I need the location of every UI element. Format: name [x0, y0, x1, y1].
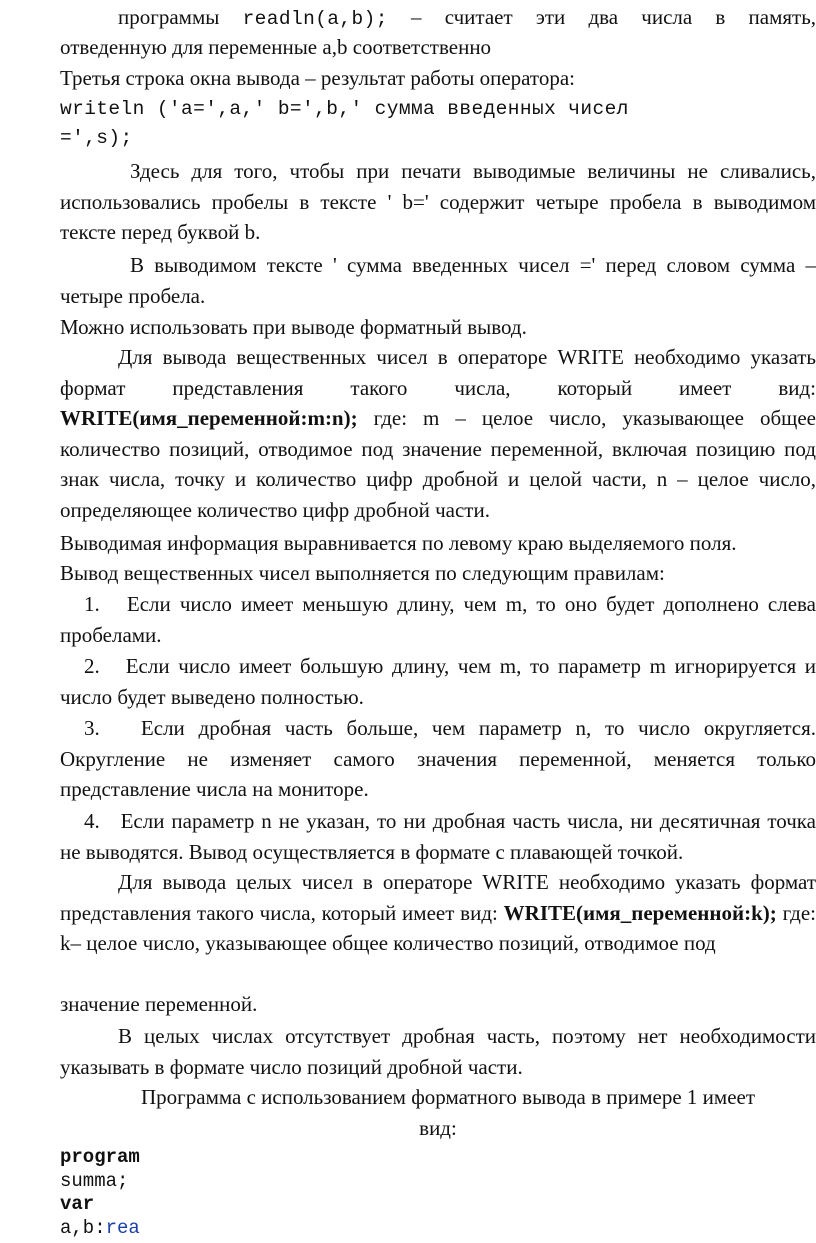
list-text: Если параметр n не указан, то ни дробная часть числа, ни десятичная точка не выводятся. Вывод осуществляется в формате с плавающей точкой.	[60, 809, 816, 864]
list-text: Если число имеет большую длину, чем m, то параметр m игнорируется и число будет выведено полностью.	[60, 654, 816, 709]
paragraph-spaces-b: Здесь для того, чтобы при печати выводимые величины не сливались, использовались пробелы в тексте ' b=' содержит четыре пробела в выводимом тексте перед буквой b.	[60, 159, 816, 244]
code-writeln-line2: =',s);	[60, 127, 133, 149]
paragraph-program-intro-line2: вид:	[419, 1116, 457, 1140]
list-item-rule-3	[60, 713, 816, 805]
code-writeln-line1: writeln ('a=',a,' b=',b,' сумма введенных чисел	[60, 98, 629, 120]
code-readln: readln(a,b);	[242, 8, 388, 30]
paragraph-left-align: Выводимая информация выравнивается по левому краю выделяемого поля.	[60, 531, 737, 555]
code-program-name: summa;	[60, 1169, 129, 1192]
paragraph-int-format	[60, 867, 816, 959]
list-item-rule-2	[60, 651, 816, 712]
code-var-names: a,b:	[60, 1216, 106, 1239]
text-int-format-end: где: k– целое число, указывающее общее количество позиций, отводимое под	[60, 900, 816, 955]
list-item-rule-1	[60, 589, 816, 650]
list-number: 1.	[84, 592, 100, 616]
code-keyword-program: program	[60, 1146, 140, 1168]
text-programs: программы	[118, 5, 220, 29]
paragraph-third-line: Третья строка окна вывода – результат работы оператора:	[60, 66, 575, 90]
list-number: 4.	[84, 809, 100, 833]
paragraph-int-format-line: значение переменной.	[60, 992, 258, 1016]
paragraph-readln-line2: отведенную для переменные a,b соответственно	[60, 35, 492, 59]
paragraph-readln	[60, 2, 816, 35]
code-var-line	[60, 1217, 140, 1241]
list-text: Если дробная часть больше, чем параметр n, то число округляется. Округление не изменяет самого значения переменной, меняется только представление числа на мониторе.	[60, 716, 816, 801]
text-real-format-start: Для вывода вещественных чисел в операторе WRITE необходимо указать формат представления такого числа, который имеет вид:	[60, 345, 816, 400]
text-readln-tail: – считает эти два числа в память,	[411, 5, 816, 29]
code-write-k: WRITE(имя_переменной:k);	[503, 900, 777, 925]
paragraph-spaces-sum: В выводимом тексте ' сумма введенных чисел =' перед словом сумма – четыре пробела.	[60, 253, 816, 308]
code-var-type: rea	[105, 1216, 140, 1239]
list-item-rule-4	[60, 806, 816, 867]
code-write-mn: WRITE(имя_переменной:m:n);	[60, 406, 358, 430]
list-text: Если число имеет меньшую длину, чем m, то оно будет дополнено слева пробелами.	[60, 592, 816, 647]
paragraph-format-output: Можно использовать при выводе форматный вывод.	[60, 315, 527, 339]
list-number: 2.	[84, 654, 100, 678]
paragraph-program-intro: Программа с использованием форматного вывода в примере 1 имеет	[140, 1085, 756, 1109]
list-number: 3.	[84, 716, 100, 740]
code-listing	[60, 1146, 140, 1240]
paragraph-real-format	[60, 342, 816, 525]
paragraph-rules-intro: Вывод вещественных чисел выполняется по следующим правилам:	[60, 561, 665, 585]
text-real-format-end: где: m – целое число, указывающее общее количество позиций, отводимое под значение переменной, включая позицию под знак числа, точку и количество цифр дробной и целой части, n – целое число, определяющее количество цифр дробной части.	[60, 406, 816, 522]
paragraph-no-fraction: В целых числах отсутствует дробная часть, поэтому нет необходимости указывать в формате число позиций дробной части.	[60, 1024, 816, 1079]
code-keyword-var: var	[60, 1193, 95, 1215]
text-int-format-start: Для вывода целых чисел в операторе WRITE необходимо указать формат представления такого числа, который имеет вид:	[60, 870, 816, 925]
